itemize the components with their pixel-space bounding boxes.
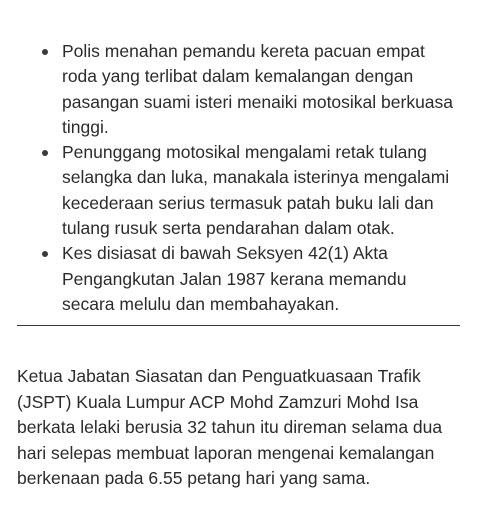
summary-bullet-item <box>42 140 462 241</box>
summary-bullet-list <box>42 39 462 317</box>
bullet-dot-icon <box>42 150 48 156</box>
summary-bullet-text: Polis menahan pemandu kereta pacuan empat roda yang terlibat dalam kemalangan dengan pasangan suami isteri menaiki motosikal berkuasa tinggi. <box>62 41 454 137</box>
article-paragraph: Ketua Jabatan Siasatan dan Penguatkuasaan Trafik (JSPT) Kuala Lumpur ACP Mohd Zamzuri Mohd Isa berkata lelaki berusia 32 tahun itu direman selama dua hari selepas membuat laporan mengenai kemalangan berkenaan pada 6.55 petang hari yang sama. <box>17 366 443 488</box>
summary-bullet-text: Kes disiasat di bawah Seksyen 42(1) Akta Pengangkutan Jalan 1987 kerana memandu secara melulu dan membahayakan. <box>62 243 407 314</box>
bullet-dot-icon <box>42 49 48 55</box>
summary-bullet-item <box>42 39 462 140</box>
bullet-dot-icon <box>42 251 48 257</box>
section-divider <box>17 325 460 326</box>
summary-bullet-item <box>42 241 462 317</box>
summary-bullet-text: Penunggang motosikal mengalami retak tulang selangka dan luka, manakala isterinya mengalami kecederaan serius termasuk patah buku lali dan tulang rusuk serta pendarahan dalam otak. <box>62 142 450 239</box>
